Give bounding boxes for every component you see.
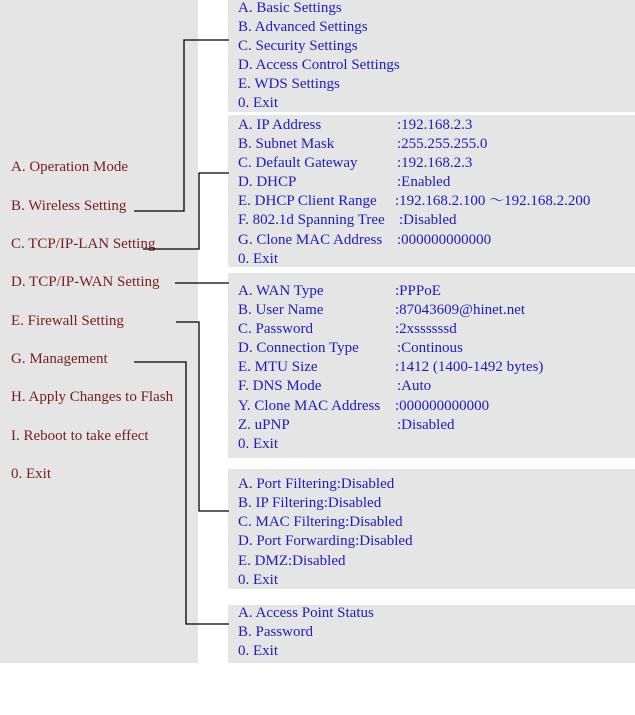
lan-item-spanning-tree[interactable]: F. 802.1d Spanning Tree [238,212,385,228]
wan-value-dns-mode: :Auto [397,378,432,394]
main-menu-item-management[interactable]: G. Management [11,351,108,367]
main-menu-item-tcpip-lan-setting[interactable]: C. TCP/IP-LAN Setting [11,236,156,252]
wan-value-connection-type: :Continous [397,340,463,356]
lan-value-clone-mac: :000000000000 [397,232,492,248]
lan-value-dhcp-client-range: :192.168.2.100 ～192.168.2.200 [395,193,591,209]
firewall-item-port-filtering[interactable]: A. Port Filtering:Disabled [238,476,395,492]
lan-item-ip-address[interactable]: A. IP Address [238,117,322,133]
lan-value-spanning-tree: :Disabled [399,212,457,228]
wan-value-mtu-size: :1412 (1400-1492 bytes) [395,359,544,375]
main-menu-item-tcpip-wan-setting[interactable]: D. TCP/IP-WAN Setting [11,274,160,290]
wan-value-wan-type: :PPPoE [395,283,441,299]
main-menu-item-wireless-setting[interactable]: B. Wireless Setting [11,198,127,214]
wan-value-upnp: :Disabled [397,417,455,433]
lan-item-clone-mac[interactable]: G. Clone MAC Address [238,232,383,248]
wireless-item-advanced[interactable]: B. Advanced Settings [238,19,368,35]
main-menu-item-exit[interactable]: 0. Exit [11,466,51,482]
lan-item-default-gateway[interactable]: C. Default Gateway [238,155,358,171]
lan-value-subnet-mask: :255.255.255.0 [397,136,488,152]
firewall-item-dmz[interactable]: E. DMZ:Disabled [238,553,346,569]
lan-value-default-gateway: :192.168.2.3 [397,155,473,171]
wan-item-exit[interactable]: 0. Exit [238,436,278,452]
main-menu-item-firewall-setting[interactable]: E. Firewall Setting [11,313,124,329]
wan-item-user-name[interactable]: B. User Name [238,302,324,318]
wireless-item-basic[interactable]: A. Basic Settings [238,0,342,16]
lan-item-exit[interactable]: 0. Exit [238,251,278,267]
lan-item-subnet-mask[interactable]: B. Subnet Mask [238,136,335,152]
lan-item-dhcp-client-range[interactable]: E. DHCP Client Range [238,193,377,209]
management-item-exit[interactable]: 0. Exit [238,643,278,659]
wan-item-password[interactable]: C. Password [238,321,314,337]
wireless-item-security[interactable]: C. Security Settings [238,38,358,54]
wan-value-user-name: :87043609@hinet.net [395,302,526,318]
lan-value-dhcp: :Enabled [397,174,451,190]
wireless-item-exit[interactable]: 0. Exit [238,95,278,111]
wan-item-wan-type[interactable]: A. WAN Type [238,283,324,299]
main-menu-item-apply-changes[interactable]: H. Apply Changes to Flash [11,389,174,405]
firewall-item-ip-filtering[interactable]: B. IP Filtering:Disabled [238,495,382,511]
management-item-ap-status[interactable]: A. Access Point Status [238,605,374,621]
wan-item-clone-mac[interactable]: Y. Clone MAC Address [238,398,381,414]
lan-value-ip-address: :192.168.2.3 [397,117,473,133]
firewall-item-mac-filtering[interactable]: C. MAC Filtering:Disabled [238,514,403,530]
wan-item-upnp[interactable]: Z. uPNP [238,417,290,433]
wan-item-connection-type[interactable]: D. Connection Type [238,340,359,356]
main-menu-item-reboot[interactable]: I. Reboot to take effect [11,428,149,444]
firewall-item-exit[interactable]: 0. Exit [238,572,278,588]
wan-item-mtu-size[interactable]: E. MTU Size [238,359,318,375]
wireless-item-access-control[interactable]: D. Access Control Settings [238,57,400,73]
wan-item-dns-mode[interactable]: F. DNS Mode [238,378,322,394]
main-menu-item-operation-mode[interactable]: A. Operation Mode [11,159,129,175]
wireless-item-wds[interactable]: E. WDS Settings [238,76,340,92]
wan-value-password: :2xssssssd [395,321,457,337]
management-item-password[interactable]: B. Password [238,624,314,640]
main-menu-panel [0,0,198,663]
lan-item-dhcp[interactable]: D. DHCP [238,174,297,190]
firewall-item-port-forwarding[interactable]: D. Port Forwarding:Disabled [238,533,413,549]
wan-value-clone-mac: :000000000000 [395,398,490,414]
